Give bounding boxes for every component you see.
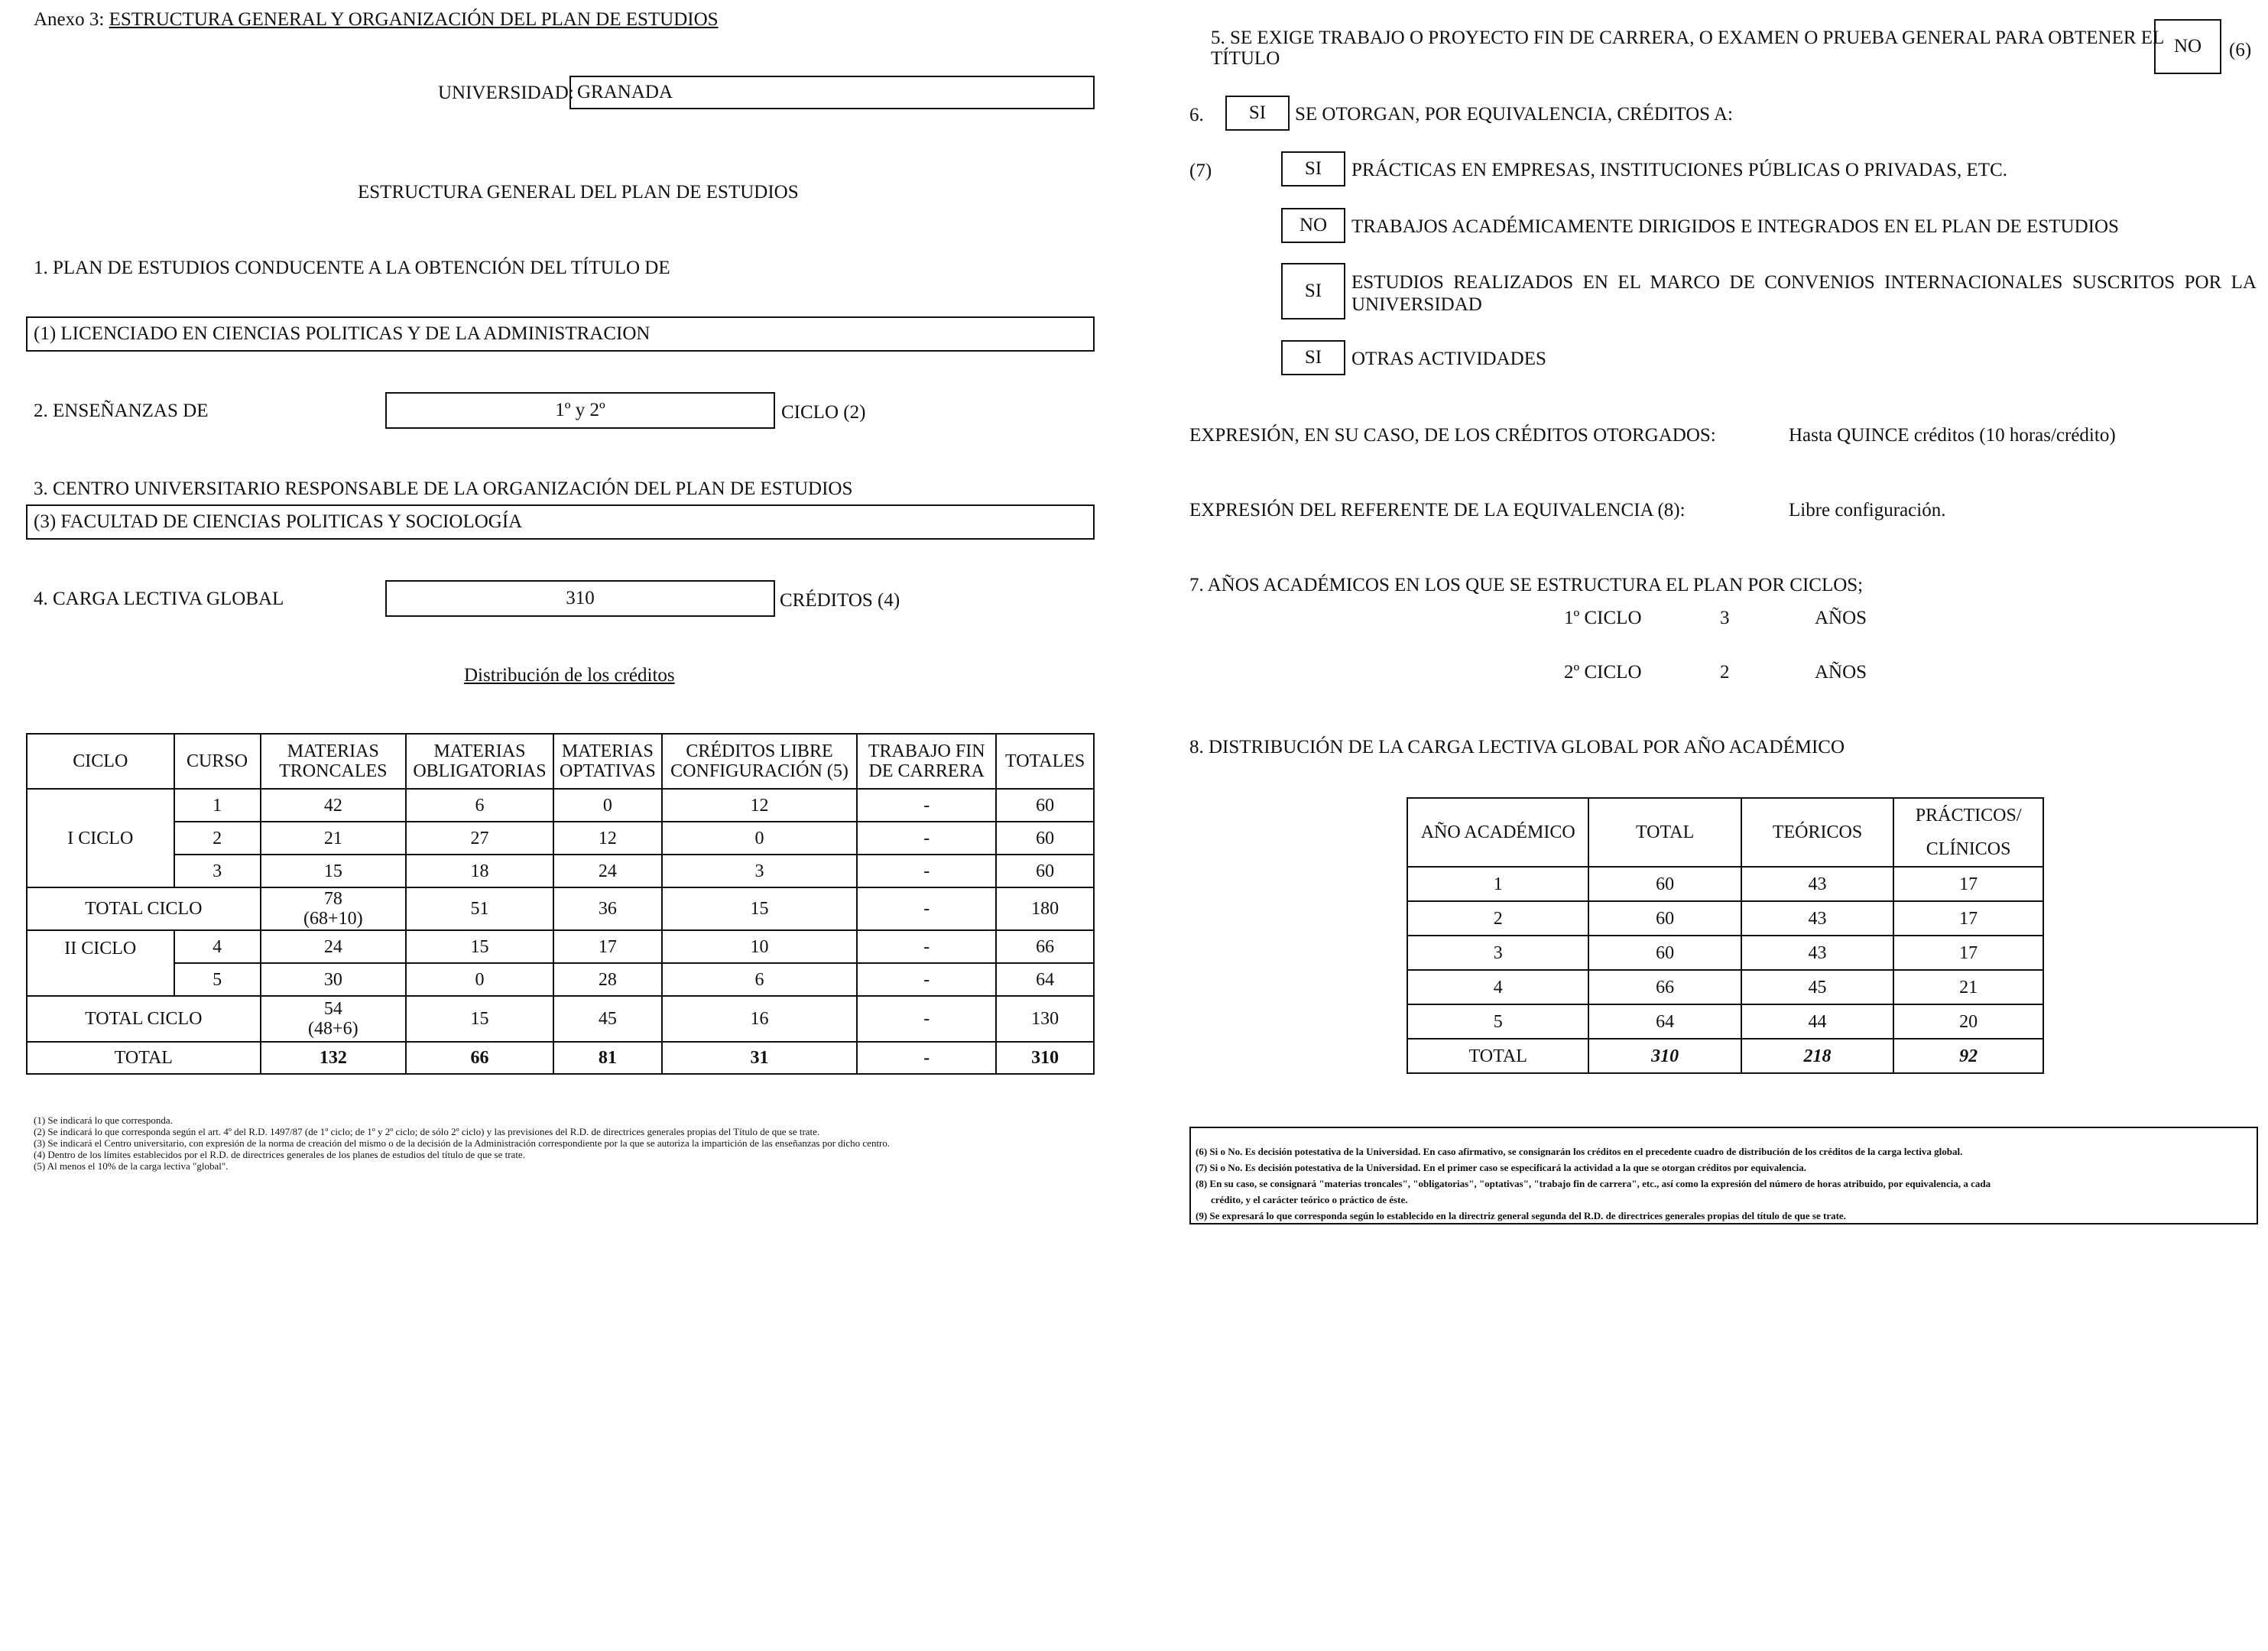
item5-label-line2: TÍTULO	[1211, 48, 1280, 69]
eq-box-estudios	[1281, 263, 1345, 319]
expresion1-label: EXPRESIÓN, EN SU CASO, DE LOS CRÉDITOS OTORGADOS:	[1189, 425, 1716, 446]
item3-label: 3. CENTRO UNIVERSITARIO RESPONSABLE DE LA ORGANIZACIÓN DEL PLAN DE ESTUDIOS	[34, 478, 853, 499]
cell: 45	[1741, 970, 1894, 1004]
cell: -	[857, 789, 996, 822]
ciclo2-label: 2º CICLO	[1564, 662, 1642, 683]
eq-value: SI	[1304, 281, 1322, 301]
cell: 43	[1741, 901, 1894, 936]
cell: 1	[1407, 867, 1588, 901]
cell: 28	[553, 963, 662, 996]
cell: -	[857, 855, 996, 887]
cell: 10	[662, 930, 857, 963]
cell: 15	[406, 930, 553, 963]
table-header-row	[1407, 798, 2043, 867]
cell: 1	[174, 789, 261, 822]
cell: 17	[553, 930, 662, 963]
header-total: TOTAL	[1588, 798, 1741, 867]
centro-value: (3) FACULTAD DE CIENCIAS POLITICAS Y SOCIOLOGÍA	[34, 511, 523, 532]
item6-value: SI	[1248, 102, 1267, 123]
footnote: (7) Si o No. Es decisión potestativa de la Universidad. En el primer caso se especificará la actividad a la que se otorgan créditos por equivalencia.	[1196, 1162, 1806, 1173]
table-row	[27, 789, 1094, 822]
item6-num: 6.	[1189, 105, 1204, 125]
annex-prefix: Anexo 3:	[34, 9, 105, 30]
header-libre: CRÉDITOS LIBRE CONFIGURACIÓN (5)	[662, 734, 857, 789]
header-ano: AÑO ACADÉMICO	[1407, 798, 1588, 867]
ciclo2-label: II CICLO	[27, 930, 174, 996]
cell: 66	[1588, 970, 1741, 1004]
annex-heading	[34, 9, 719, 31]
eq-box-otras	[1281, 340, 1345, 375]
table-grand-total-row	[27, 1042, 1094, 1074]
footnote: (8) En su caso, se consignará "materias troncales", "obligatorias", "optativas", "trabajo fin de carrera", etc., así como la expresión del número de horas atribuido, por equivalencia, a cada	[1196, 1178, 1991, 1189]
cell: 3	[1407, 936, 1588, 970]
footnote: (2) Se indicará lo que corresponda según el art. 4º del R.D. 1497/87 (de 1º ciclo; de 1º y 2º ciclo; de sólo 2º ciclo) y las previsiones del R.D. de directrices generales propias del Título de que se trate.	[34, 1126, 820, 1137]
table-total-row	[27, 996, 1094, 1042]
ciclo2-unit: AÑOS	[1815, 662, 1867, 683]
item6-box	[1225, 96, 1290, 131]
cell: 60	[996, 822, 1094, 855]
header-optativas: MATERIAS OPTATIVAS	[553, 734, 662, 789]
cell: 4	[1407, 970, 1588, 1004]
item5-box	[2154, 19, 2221, 74]
footnote: crédito, y el carácter teórico o práctico de éste.	[1211, 1194, 1408, 1205]
cell: 27	[406, 822, 553, 855]
item2-label: 2. ENSEÑANZAS DE	[34, 401, 209, 421]
eq-label-practicas: PRÁCTICAS EN EMPRESAS, INSTITUCIONES PÚBLICAS O PRIVADAS, ETC.	[1351, 160, 2007, 180]
table-row	[27, 822, 1094, 855]
cell: 15	[662, 887, 857, 930]
expresion1-value: Hasta QUINCE créditos (10 horas/crédito)	[1789, 425, 2116, 446]
cell: 81	[553, 1042, 662, 1074]
cell: 64	[1588, 1004, 1741, 1039]
cell: 5	[1407, 1004, 1588, 1039]
cell: -	[857, 963, 996, 996]
cell: 5	[174, 963, 261, 996]
section-heading: ESTRUCTURA GENERAL DEL PLAN DE ESTUDIOS	[358, 182, 799, 203]
cell: -	[857, 822, 996, 855]
header-teoricos: TEÓRICOS	[1741, 798, 1894, 867]
cell: 43	[1741, 867, 1894, 901]
cell: 2	[1407, 901, 1588, 936]
item6-label: SE OTORGAN, POR EQUIVALENCIA, CRÉDITOS A:	[1295, 104, 1733, 125]
cell: 16	[662, 996, 857, 1042]
table-row	[27, 855, 1094, 887]
ciclo1-label: 1º CICLO	[1564, 608, 1642, 628]
header-totales: TOTALES	[996, 734, 1094, 789]
cell: 310	[1588, 1039, 1741, 1073]
eq-box-practicas	[1281, 151, 1345, 187]
cell: 2	[174, 822, 261, 855]
cell: 15	[406, 996, 553, 1042]
cell: 12	[662, 789, 857, 822]
cell: 15	[261, 855, 406, 887]
header-ciclo: CICLO	[27, 734, 174, 789]
cell: 132	[261, 1042, 406, 1074]
left-footnotes	[34, 1114, 1073, 1172]
header-practicos: PRÁCTICOS/ CLÍNICOS	[1893, 798, 2043, 867]
titulo-value: (1) LICENCIADO EN CIENCIAS POLITICAS Y DE LA ADMINISTRACION	[34, 323, 651, 344]
footnote: (9) Se expresará lo que corresponda según lo establecido en la directriz general segunda del R.D. de directrices generales propias del título de que se trate.	[1196, 1210, 1846, 1221]
cell: 60	[996, 789, 1094, 822]
table-header-row	[27, 734, 1094, 789]
universidad-label: UNIVERSIDAD:	[438, 83, 574, 103]
cell: -	[857, 1042, 996, 1074]
cell: -	[857, 930, 996, 963]
cell: 3	[662, 855, 857, 887]
eq-value: SI	[1304, 158, 1322, 179]
footnote: (6) Si o No. Es decisión potestativa de la Universidad. En caso afirmativo, se consignarán los créditos en el precedente cuadro de distribución de los créditos de la carga lectiva global.	[1196, 1146, 1963, 1157]
cell: TOTAL	[1407, 1039, 1588, 1073]
cell: TOTAL	[27, 1042, 261, 1074]
expresion2-value: Libre configuración.	[1789, 500, 1946, 521]
cell: -	[857, 887, 996, 930]
item5-note: (6)	[2229, 40, 2252, 60]
table-total-row	[27, 887, 1094, 930]
universidad-field	[569, 76, 1095, 109]
cell: 44	[1741, 1004, 1894, 1039]
cell: 45	[553, 996, 662, 1042]
header-obligatorias: MATERIAS OBLIGATORIAS	[406, 734, 553, 789]
eq-label-estudios-2: UNIVERSIDAD	[1351, 294, 1482, 315]
cell: 66	[996, 930, 1094, 963]
right-footnotes-box	[1189, 1127, 2258, 1224]
table-row	[27, 930, 1094, 963]
cell: 17	[1893, 901, 2043, 936]
footnote: (3) Se indicará el Centro universitario, con expresión de la norma de creación del mismo o de la decisión de la Administración correspondiente por la que se autoriza la impartición de las enseñanzas por dicho centro.	[34, 1137, 891, 1149]
table-row	[1407, 936, 2043, 970]
cell: 17	[1893, 936, 2043, 970]
cell: 18	[406, 855, 553, 887]
cell: 12	[553, 822, 662, 855]
footnote: (5) Al menos el 10% de la carga lectiva "global".	[34, 1160, 229, 1172]
carga-field	[385, 580, 775, 617]
item5-label-line1: 5. SE EXIGE TRABAJO O PROYECTO FIN DE CARRERA, O EXAMEN O PRUEBA GENERAL PARA OBTENER EL	[1211, 28, 2165, 48]
eq-label-otras: OTRAS ACTIVIDADES	[1351, 349, 1546, 369]
cell: 21	[261, 822, 406, 855]
footnote: (1) Se indicará lo que corresponda.	[34, 1114, 173, 1126]
cell: 310	[996, 1042, 1094, 1074]
cell: 66	[406, 1042, 553, 1074]
table-row	[1407, 901, 2043, 936]
item8-label: 8. DISTRIBUCIÓN DE LA CARGA LECTIVA GLOBAL POR AÑO ACADÉMICO	[1189, 737, 1845, 757]
cell: 0	[553, 789, 662, 822]
cell: 6	[662, 963, 857, 996]
centro-field	[26, 504, 1095, 540]
header-trabajo: TRABAJO FIN DE CARRERA	[857, 734, 996, 789]
cell: 218	[1741, 1039, 1894, 1073]
cell: 36	[553, 887, 662, 930]
eq-label-estudios-1: ESTUDIOS REALIZADOS EN EL MARCO DE CONVENIOS INTERNACIONALES SUSCRITOS POR LA	[1351, 272, 2257, 293]
item7-num: (7)	[1189, 161, 1212, 181]
ciclo-suffix: CICLO (2)	[781, 402, 866, 423]
cell: 6	[406, 789, 553, 822]
item7-label: 7. AÑOS ACADÉMICOS EN LOS QUE SE ESTRUCTURA EL PLAN POR CICLOS;	[1189, 575, 1864, 595]
cell: 60	[996, 855, 1094, 887]
cell: 43	[1741, 936, 1894, 970]
cell: TOTAL CICLO	[27, 996, 261, 1042]
footnote: (4) Dentro de los límites establecidos por el R.D. de directrices generales de los planes de estudios del título de que se trate.	[34, 1149, 525, 1160]
item5-value: NO	[2173, 36, 2202, 57]
expresion2-label: EXPRESIÓN DEL REFERENTE DE LA EQUIVALENCIA (8):	[1189, 500, 1686, 521]
eq-box-trabajos	[1281, 208, 1345, 243]
cell: 3	[174, 855, 261, 887]
cell: 51	[406, 887, 553, 930]
cell: 60	[1588, 936, 1741, 970]
ciclo1-unit: AÑOS	[1815, 608, 1867, 628]
eq-value: NO	[1299, 215, 1328, 235]
item1-label: 1. PLAN DE ESTUDIOS CONDUCENTE A LA OBTENCIÓN DEL TÍTULO DE	[34, 258, 670, 278]
cell: 17	[1893, 867, 2043, 901]
ciclo2-value: 2	[1720, 662, 1730, 683]
cell: 78 (68+10)	[261, 887, 406, 930]
eq-label-trabajos: TRABAJOS ACADÉMICAMENTE DIRIGIDOS E INTEGRADOS EN EL PLAN DE ESTUDIOS	[1351, 216, 2119, 237]
ensenanzas-field	[385, 392, 775, 429]
header-troncales: MATERIAS TRONCALES	[261, 734, 406, 789]
table-row	[1407, 970, 2043, 1004]
eq-value: SI	[1304, 347, 1322, 368]
cell: 0	[406, 963, 553, 996]
cell: 60	[1588, 867, 1741, 901]
cell: 20	[1893, 1004, 2043, 1039]
cell: 30	[261, 963, 406, 996]
creditos-suffix: CRÉDITOS (4)	[780, 590, 900, 611]
cell: 54 (48+6)	[261, 996, 406, 1042]
ciclo1-label: I CICLO	[27, 789, 174, 887]
ciclo1-value: 3	[1720, 608, 1730, 628]
cell: 24	[553, 855, 662, 887]
cell: 31	[662, 1042, 857, 1074]
cell: 180	[996, 887, 1094, 930]
ensenanzas-value: 1º y 2º	[555, 400, 605, 420]
cell: 21	[1893, 970, 2043, 1004]
cell: 0	[662, 822, 857, 855]
cell: 60	[1588, 901, 1741, 936]
table-total-row	[1407, 1039, 2043, 1073]
header-curso: CURSO	[174, 734, 261, 789]
carga-value: 310	[566, 588, 595, 608]
table-row	[27, 963, 1094, 996]
cell: 130	[996, 996, 1094, 1042]
annex-title: ESTRUCTURA GENERAL Y ORGANIZACIÓN DEL PLAN DE ESTUDIOS	[109, 9, 719, 30]
cell: -	[857, 996, 996, 1042]
titulo-field	[26, 316, 1095, 352]
item4-label: 4. CARGA LECTIVA GLOBAL	[34, 589, 284, 609]
table-row	[1407, 1004, 2043, 1039]
cell: 64	[996, 963, 1094, 996]
distribution-title: Distribución de los créditos	[464, 665, 675, 686]
cell: TOTAL CICLO	[27, 887, 261, 930]
cell: 92	[1893, 1039, 2043, 1073]
cell: 24	[261, 930, 406, 963]
cell: 4	[174, 930, 261, 963]
table-row	[1407, 867, 2043, 901]
credit-distribution-table	[26, 733, 1095, 1075]
load-by-year-table	[1407, 797, 2044, 1074]
universidad-value: GRANADA	[577, 82, 673, 102]
cell: 42	[261, 789, 406, 822]
